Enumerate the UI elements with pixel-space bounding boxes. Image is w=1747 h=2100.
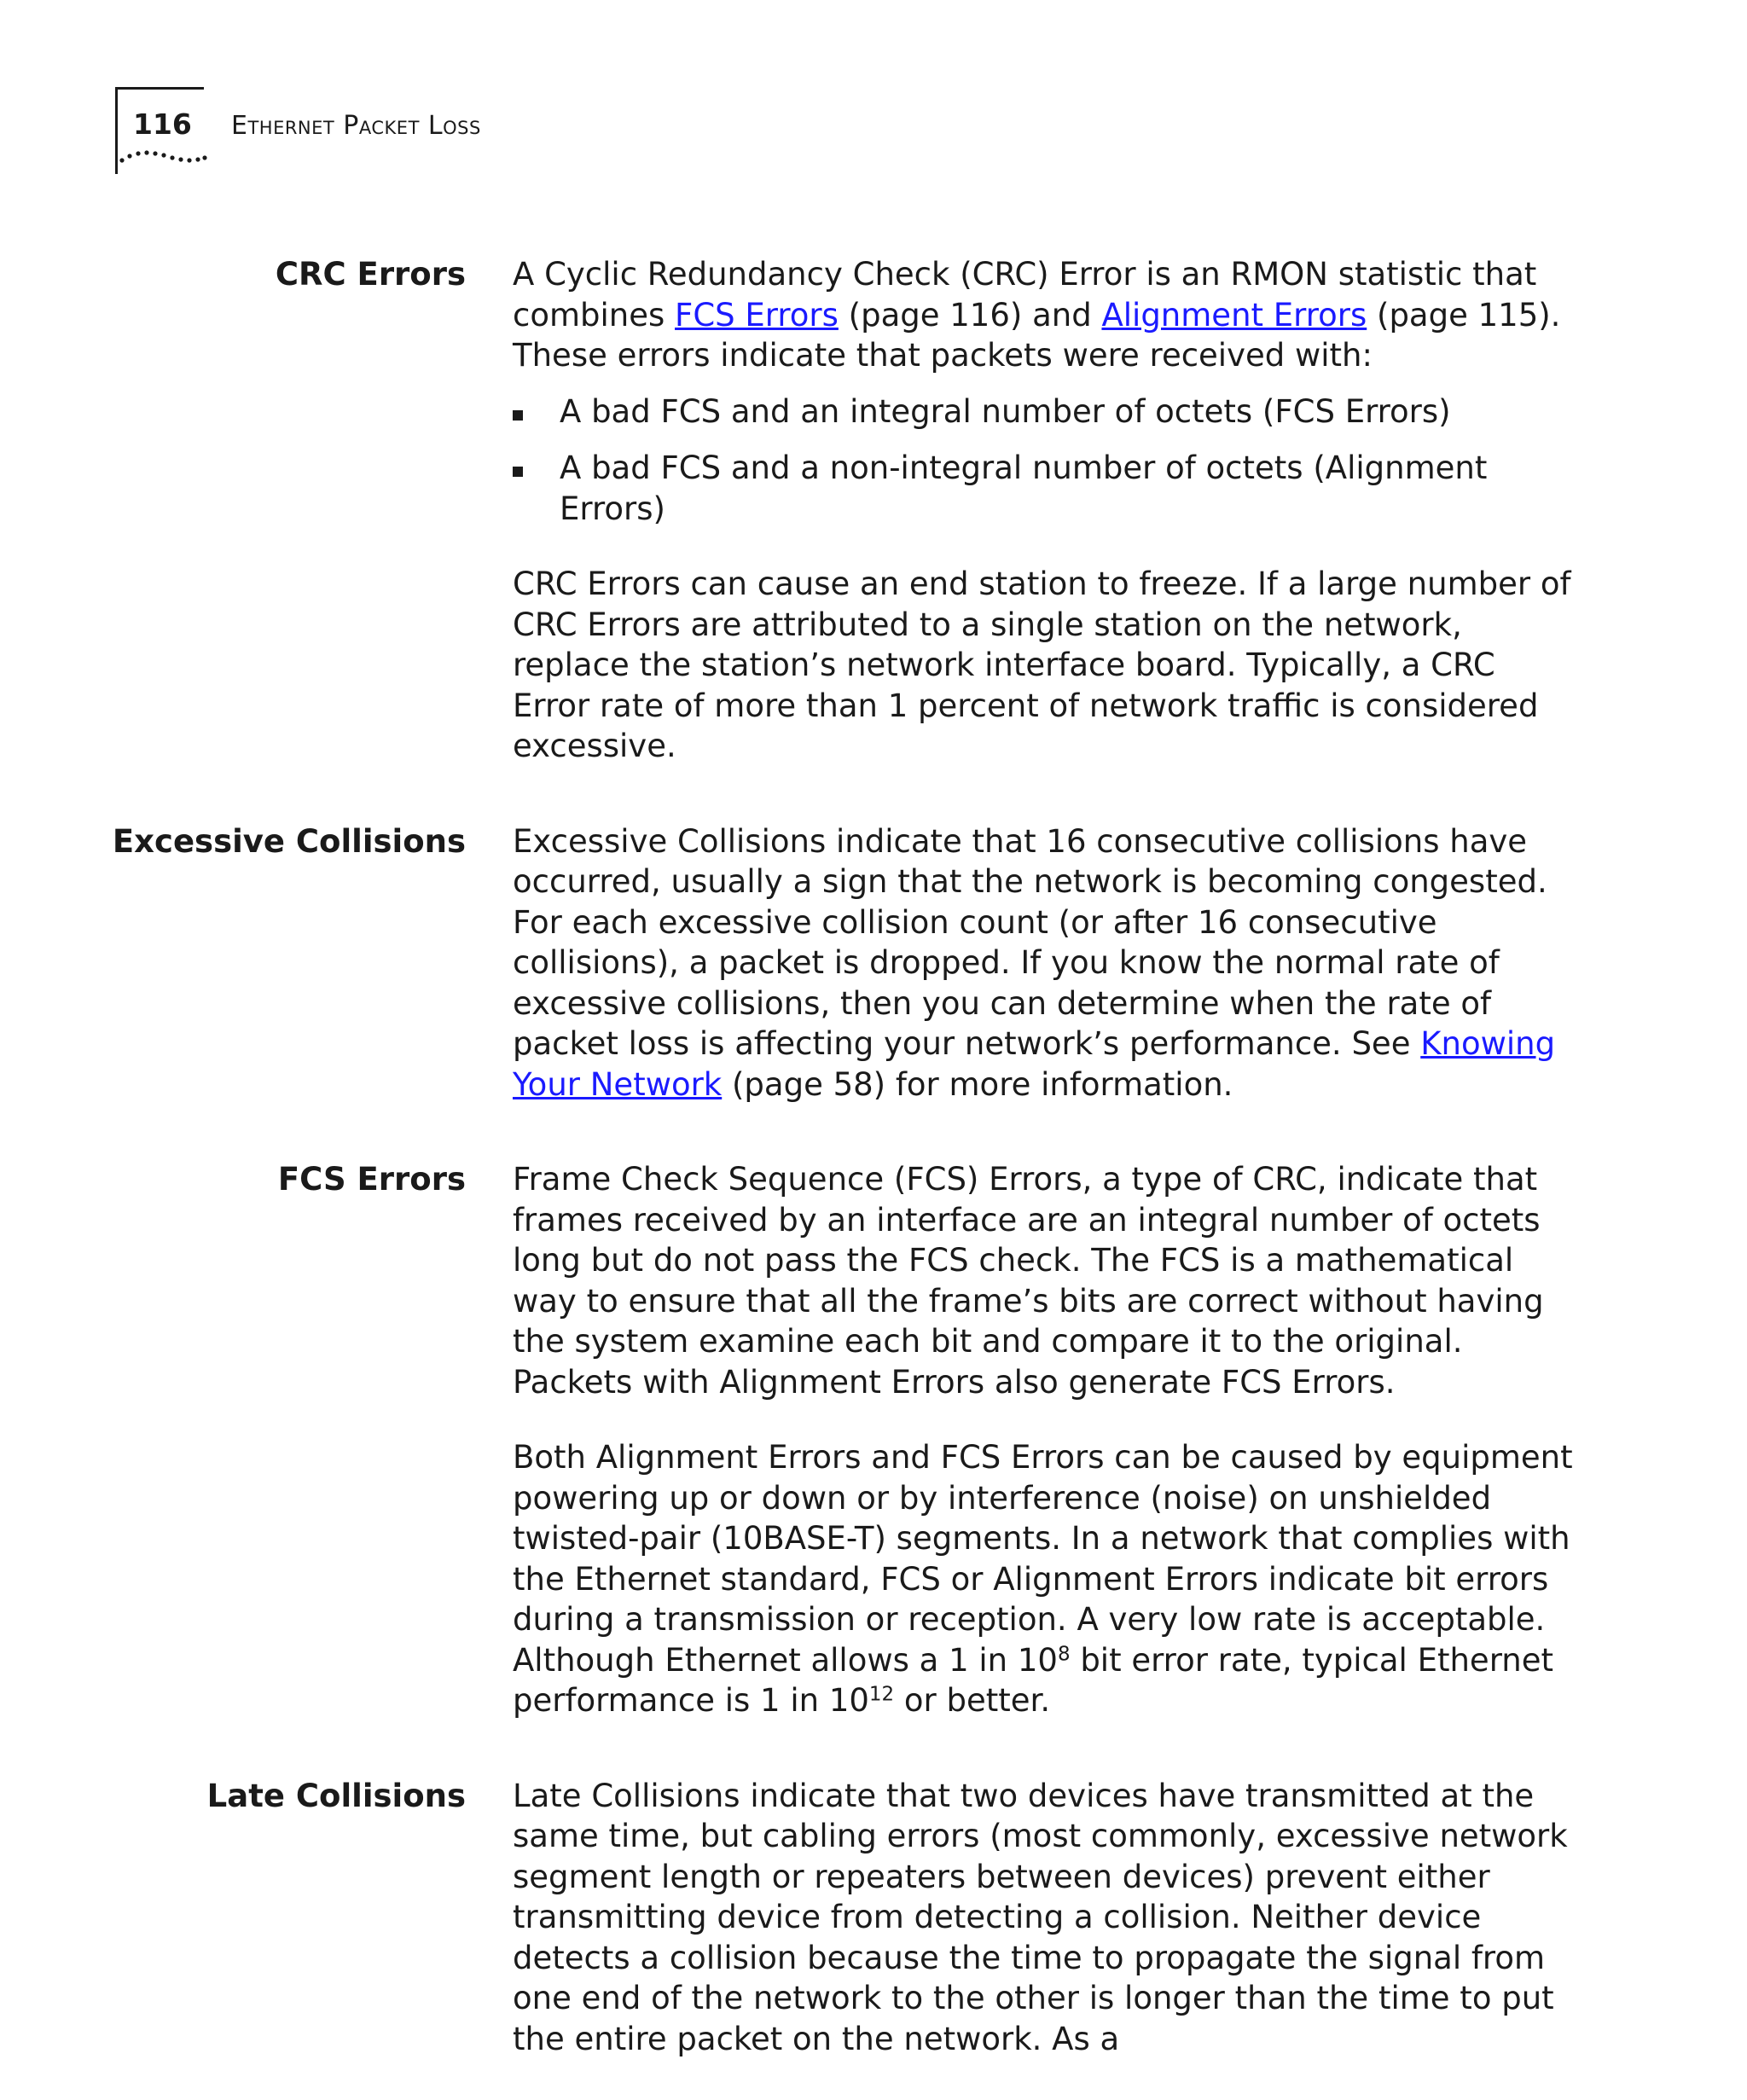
paragraph (513, 254, 1579, 376)
text-run: (page 58) for more information. (722, 1065, 1233, 1103)
link-fcs-errors[interactable]: FCS Errors (675, 296, 839, 334)
page-number: 116 (133, 107, 192, 141)
running-head: Ethernet Packet Loss (231, 111, 481, 141)
paragraph: CRC Errors can cause an end station to freeze. If a large number of CRC Errors are attributed to a single station on the network, replace the station’s network interface board. Typically, a CRC Error rate of more than 1 percent of network traffic is considered excessive. (513, 566, 1571, 764)
text-run: (page 115). These errors indicate that packets were received with: (513, 296, 1561, 374)
square-bullet-icon (513, 410, 523, 421)
text-run: or better. (894, 1682, 1051, 1719)
link-knowing-your-network[interactable]: Knowing Your Network (513, 1025, 1556, 1103)
text-run: Both Alignment Errors and FCS Errors can be caused by equipment powering up or down or by interference (noise) on unshielded twisted-pair (10BASE-T) segments. In a network that complies with the Ethernet standard, FCS or Alignment Errors indicate bit errors during a transmission or reception. A very low rate is acceptable. Although Ethernet allows a 1 in 10 (513, 1439, 1573, 1679)
paragraph (513, 1437, 1579, 1721)
superscript: 12 (868, 1683, 895, 1706)
dotted-arc-ornament (119, 147, 207, 165)
list-item (513, 448, 1579, 529)
paragraph: Frame Check Sequence (FCS) Errors, a type of CRC, indicate that frames received by an interface are an integral number of octets long but do not pass the FCS check. The FCS is a mathematical way to ensure that all the frame’s bits are correct without having the system examine each bit and compare it to the original. Packets with Alignment Errors also generate FCS Errors. (513, 1161, 1544, 1401)
list-item-text: A bad FCS and a non-integral number of octets (Alignment Errors) (560, 450, 1488, 527)
text-run: Excessive Collisions indicate that 16 consecutive collisions have occurred, usually a sign that the network is becoming congested. For each excessive collision count (or after 16 consecutive collisions), a packet is dropped. If you know the normal rate of excessive collisions, then you can determine when the rate of packet loss is affecting your network’s performance. See (513, 822, 1547, 1062)
text-run: A Cyclic Redundancy Check (CRC) Error is an RMON statistic that combines (513, 256, 1537, 334)
section-excessive-collisions (0, 821, 1747, 1105)
link-alignment-errors[interactable]: Alignment Errors (1101, 296, 1367, 334)
paragraph: Late Collisions indicate that two devices have transmitted at the same time, but cabling errors (most commonly, excessive network segment length or repeaters between devices) prevent either transmitting device from detecting a collision. Neither device detects a collision because the time to propagate the signal from one end of the network to the other is longer than the time to put the entire packet on the network. As a (513, 1777, 1568, 2057)
section-body (513, 1159, 1579, 1721)
section-late-collisions (0, 1776, 1747, 2060)
list-item-text: A bad FCS and an integral number of octets (FCS Errors) (560, 392, 1451, 430)
text-run: (page 116) and (838, 296, 1102, 334)
section-body (513, 1776, 1579, 2060)
section-heading: Late Collisions (206, 1777, 466, 1814)
section-crc-errors (0, 254, 1747, 767)
text-run: bit error rate, typical Ethernet performance is 1 in 10 (513, 1641, 1553, 1719)
corner-rule-vertical (115, 87, 118, 174)
corner-rule-horizontal (115, 87, 204, 90)
section-heading: FCS Errors (277, 1161, 466, 1198)
section-body (513, 821, 1579, 1105)
section-body (513, 254, 1579, 767)
list-item (513, 392, 1579, 432)
section-fcs-errors (0, 1159, 1747, 1721)
section-heading: Excessive Collisions (112, 822, 466, 860)
content (0, 254, 1747, 2059)
bullet-list (513, 392, 1579, 530)
square-bullet-icon (513, 467, 523, 477)
paragraph (513, 821, 1579, 1105)
superscript: 8 (1057, 1642, 1071, 1665)
section-heading: CRC Errors (275, 256, 466, 293)
